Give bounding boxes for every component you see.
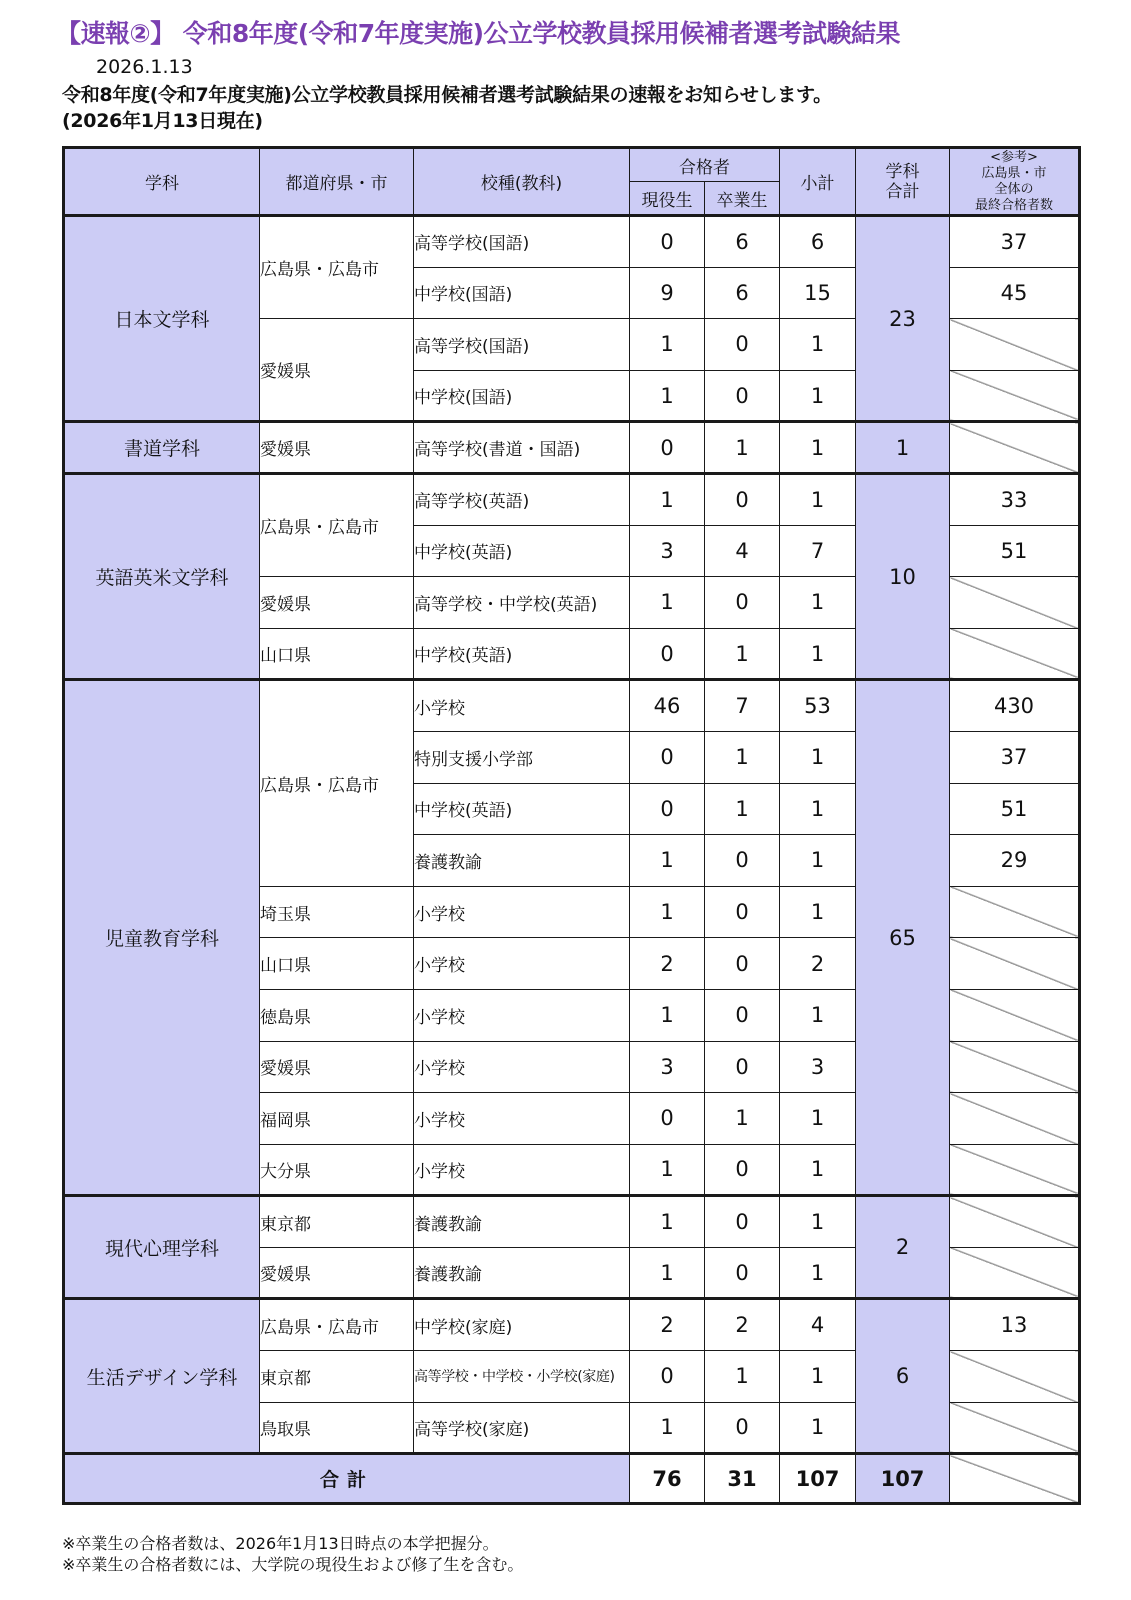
table-row — [64, 473, 1080, 525]
school-cell: 高等学校(書道・国語) — [414, 422, 630, 474]
pref-cell: 愛媛県 — [260, 1041, 414, 1093]
subtotal-count: 3 — [780, 1041, 856, 1093]
subtotal-count: 1 — [780, 1247, 856, 1299]
graduate-count: 6 — [705, 267, 780, 319]
header-pref: 都道府県・市 — [260, 148, 414, 216]
table-row — [64, 216, 1080, 268]
graduate-count: 0 — [705, 1144, 780, 1196]
subtotal-count: 1 — [780, 783, 856, 835]
school-cell: 高等学校(家庭) — [414, 1402, 630, 1454]
current-count: 0 — [630, 783, 705, 835]
current-count: 0 — [630, 1093, 705, 1145]
header-subtotal: 小計 — [780, 148, 856, 216]
reference-na-cell — [950, 1144, 1080, 1196]
subtotal-count: 1 — [780, 835, 856, 887]
school-cell: 高等学校(英語) — [414, 473, 630, 525]
header-passers: 合格者 — [630, 148, 780, 182]
reference-na-cell — [950, 938, 1080, 990]
graduate-count: 0 — [705, 1196, 780, 1248]
pref-cell: 広島県・広島市 — [260, 680, 414, 886]
header-dept-total-line1: 学科 — [885, 161, 920, 182]
pref-cell: 愛媛県 — [260, 319, 414, 422]
dept-cell: 児童教育学科 — [64, 680, 260, 1196]
reference-count: 13 — [950, 1299, 1080, 1351]
school-cell: 中学校(国語) — [414, 370, 630, 422]
graduate-count: 1 — [705, 422, 780, 474]
current-count: 3 — [630, 1041, 705, 1093]
reference-na-cell — [950, 422, 1080, 474]
subtotal-count: 1 — [780, 886, 856, 938]
dept-total-cell: 2 — [856, 1196, 950, 1299]
pref-cell: 東京都 — [260, 1196, 414, 1248]
pref-cell: 広島県・広島市 — [260, 216, 414, 319]
dept-total-cell: 6 — [856, 1299, 950, 1454]
dept-cell: 英語英米文学科 — [64, 473, 260, 679]
reference-count: 33 — [950, 473, 1080, 525]
table-row — [64, 1196, 1080, 1248]
school-cell: 養護教諭 — [414, 835, 630, 887]
current-count: 1 — [630, 1402, 705, 1454]
graduate-count: 0 — [705, 1247, 780, 1299]
total-label: 合計 — [64, 1454, 630, 1504]
results-table — [62, 146, 1081, 1505]
current-count: 46 — [630, 680, 705, 732]
table-row — [64, 680, 1080, 732]
graduate-count: 4 — [705, 525, 780, 577]
current-count: 9 — [630, 267, 705, 319]
school-cell: 養護教諭 — [414, 1247, 630, 1299]
school-cell: 高等学校・中学校(英語) — [414, 577, 630, 629]
total-dept-total: 107 — [856, 1454, 950, 1504]
subtotal-count: 1 — [780, 1144, 856, 1196]
current-count: 3 — [630, 525, 705, 577]
subtotal-count: 1 — [780, 731, 856, 783]
current-count: 0 — [630, 628, 705, 680]
school-cell: 中学校(英語) — [414, 783, 630, 835]
graduate-count: 0 — [705, 835, 780, 887]
reference-na-cell — [950, 1402, 1080, 1454]
reference-na-cell — [950, 370, 1080, 422]
pref-cell: 山口県 — [260, 938, 414, 990]
graduate-count: 6 — [705, 216, 780, 268]
school-cell: 小学校 — [414, 989, 630, 1041]
header-dept-total — [856, 148, 950, 216]
subtotal-count: 1 — [780, 319, 856, 371]
current-count: 0 — [630, 422, 705, 474]
school-cell: 小学校 — [414, 1041, 630, 1093]
subtotal-count: 2 — [780, 938, 856, 990]
subtotal-count: 1 — [780, 1351, 856, 1403]
current-count: 1 — [630, 370, 705, 422]
dept-cell: 書道学科 — [64, 422, 260, 474]
school-cell: 中学校(英語) — [414, 525, 630, 577]
subtotal-count: 1 — [780, 422, 856, 474]
subtotal-count: 7 — [780, 525, 856, 577]
school-cell: 小学校 — [414, 1093, 630, 1145]
reference-count: 37 — [950, 216, 1080, 268]
current-count: 1 — [630, 319, 705, 371]
school-cell: 特別支援小学部 — [414, 731, 630, 783]
graduate-count: 7 — [705, 680, 780, 732]
header-dept: 学科 — [64, 148, 260, 216]
current-count: 1 — [630, 835, 705, 887]
pref-cell: 愛媛県 — [260, 1247, 414, 1299]
school-cell: 中学校(国語) — [414, 267, 630, 319]
dept-total-cell: 1 — [856, 422, 950, 474]
school-cell: 高等学校(国語) — [414, 216, 630, 268]
header-dept-total-line2: 合計 — [885, 181, 920, 202]
dept-cell: 日本文学科 — [64, 216, 260, 422]
page-title: 【速報②】 令和8年度(令和7年度実施)公立学校教員採用候補者選考試験結果 — [56, 19, 901, 48]
current-count: 0 — [630, 731, 705, 783]
lead-line-1: 令和8年度(令和7年度実施)公立学校教員採用候補者選考試験結果の速報をお知らせします。 — [62, 84, 832, 106]
school-cell: 養護教諭 — [414, 1196, 630, 1248]
graduate-count: 0 — [705, 473, 780, 525]
school-cell: 中学校(家庭) — [414, 1299, 630, 1351]
current-count: 2 — [630, 1299, 705, 1351]
header-school: 校種(教科) — [414, 148, 630, 216]
header-reference — [950, 148, 1080, 216]
dept-total-cell: 23 — [856, 216, 950, 422]
lead-text — [62, 82, 832, 134]
graduate-count: 0 — [705, 1402, 780, 1454]
pref-cell: 広島県・広島市 — [260, 1299, 414, 1351]
subtotal-count: 1 — [780, 628, 856, 680]
dept-cell: 現代心理学科 — [64, 1196, 260, 1299]
school-cell: 小学校 — [414, 886, 630, 938]
current-count: 1 — [630, 577, 705, 629]
pref-cell: 愛媛県 — [260, 577, 414, 629]
subtotal-count: 1 — [780, 473, 856, 525]
current-count: 0 — [630, 1351, 705, 1403]
graduate-count: 1 — [705, 1093, 780, 1145]
graduate-count: 0 — [705, 938, 780, 990]
graduate-count: 2 — [705, 1299, 780, 1351]
footnote-1: ※卒業生の合格者数は、2026年1月13日時点の本学把握分。 — [62, 1534, 499, 1553]
reference-na-cell — [950, 628, 1080, 680]
reference-count: 430 — [950, 680, 1080, 732]
lead-line-2: (2026年1月13日現在) — [62, 110, 263, 132]
pref-cell: 愛媛県 — [260, 422, 414, 474]
subtotal-count: 1 — [780, 1196, 856, 1248]
footnote-2: ※卒業生の合格者数には、大学院の現役生および修了生を含む。 — [62, 1555, 524, 1574]
subtotal-count: 15 — [780, 267, 856, 319]
pref-cell: 大分県 — [260, 1144, 414, 1196]
subtotal-count: 1 — [780, 577, 856, 629]
pref-cell: 広島県・広島市 — [260, 473, 414, 576]
subtotal-count: 1 — [780, 370, 856, 422]
pref-cell: 東京都 — [260, 1351, 414, 1403]
reference-na-cell — [950, 577, 1080, 629]
school-cell: 中学校(英語) — [414, 628, 630, 680]
dept-cell: 生活デザイン学科 — [64, 1299, 260, 1454]
reference-na-cell — [950, 989, 1080, 1041]
current-count: 1 — [630, 989, 705, 1041]
header-current: 現役生 — [630, 182, 705, 216]
header-ref-line1: <参考> — [990, 149, 1038, 165]
header-graduate: 卒業生 — [705, 182, 780, 216]
subtotal-count: 4 — [780, 1299, 856, 1351]
report-date: 2026.1.13 — [96, 56, 193, 78]
current-count: 0 — [630, 216, 705, 268]
reference-count: 51 — [950, 783, 1080, 835]
current-count: 1 — [630, 1196, 705, 1248]
table-row — [64, 1299, 1080, 1351]
graduate-count: 1 — [705, 628, 780, 680]
graduate-count: 0 — [705, 989, 780, 1041]
pref-cell: 山口県 — [260, 628, 414, 680]
dept-total-cell: 10 — [856, 473, 950, 679]
reference-count: 51 — [950, 525, 1080, 577]
pref-cell: 埼玉県 — [260, 886, 414, 938]
current-count: 1 — [630, 1144, 705, 1196]
reference-na-cell — [950, 1351, 1080, 1403]
current-count: 1 — [630, 473, 705, 525]
total-current: 76 — [630, 1454, 705, 1504]
total-reference-na — [950, 1454, 1080, 1504]
reference-na-cell — [950, 1196, 1080, 1248]
graduate-count: 1 — [705, 783, 780, 835]
reference-count: 37 — [950, 731, 1080, 783]
graduate-count: 0 — [705, 577, 780, 629]
graduate-count: 0 — [705, 319, 780, 371]
reference-na-cell — [950, 1041, 1080, 1093]
graduate-count: 0 — [705, 1041, 780, 1093]
current-count: 2 — [630, 938, 705, 990]
graduate-count: 1 — [705, 731, 780, 783]
total-graduate: 31 — [705, 1454, 780, 1504]
pref-cell: 鳥取県 — [260, 1402, 414, 1454]
header-ref-line4: 最終合格者数 — [974, 197, 1053, 213]
current-count: 1 — [630, 886, 705, 938]
header-row-1 — [64, 148, 1080, 182]
pref-cell: 福岡県 — [260, 1093, 414, 1145]
subtotal-count: 53 — [780, 680, 856, 732]
school-cell: 高等学校(国語) — [414, 319, 630, 371]
subtotal-count: 1 — [780, 989, 856, 1041]
school-cell: 小学校 — [414, 1144, 630, 1196]
reference-na-cell — [950, 1093, 1080, 1145]
school-cell: 小学校 — [414, 680, 630, 732]
reference-na-cell — [950, 319, 1080, 371]
total-subtotal: 107 — [780, 1454, 856, 1504]
footnotes — [62, 1533, 523, 1575]
total-row — [64, 1454, 1080, 1504]
current-count: 1 — [630, 1247, 705, 1299]
subtotal-count: 1 — [780, 1402, 856, 1454]
graduate-count: 1 — [705, 1351, 780, 1403]
pref-cell: 徳島県 — [260, 989, 414, 1041]
subtotal-count: 6 — [780, 216, 856, 268]
header-ref-line2: 広島県・市 — [981, 165, 1047, 181]
school-cell: 小学校 — [414, 938, 630, 990]
school-cell: 高等学校・中学校・小学校(家庭) — [414, 1351, 630, 1403]
dept-total-cell: 65 — [856, 680, 950, 1196]
graduate-count: 0 — [705, 370, 780, 422]
table-row — [64, 422, 1080, 474]
header-ref-line3: 全体の — [994, 181, 1034, 197]
reference-count: 29 — [950, 835, 1080, 887]
reference-na-cell — [950, 886, 1080, 938]
reference-na-cell — [950, 1247, 1080, 1299]
reference-count: 45 — [950, 267, 1080, 319]
subtotal-count: 1 — [780, 1093, 856, 1145]
graduate-count: 0 — [705, 886, 780, 938]
